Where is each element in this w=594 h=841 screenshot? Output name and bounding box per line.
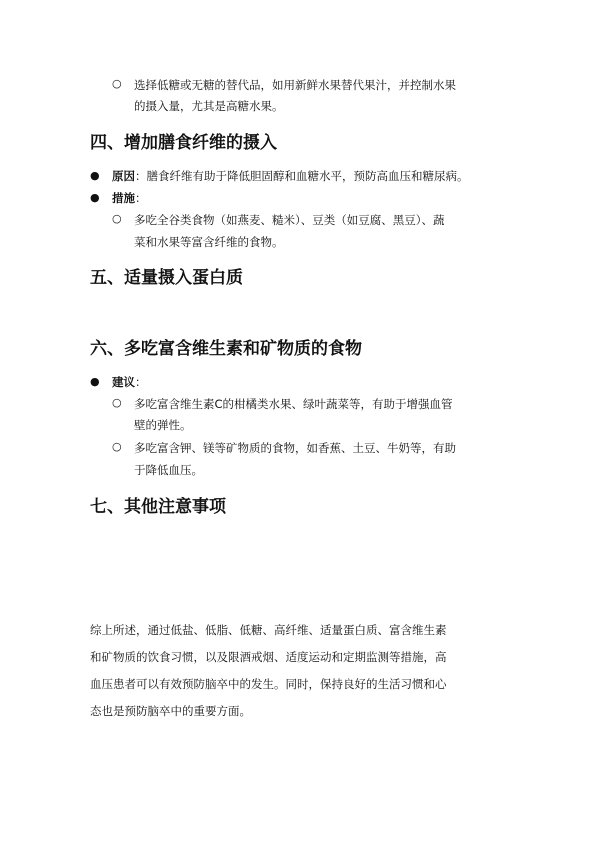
list-item-continuation: 的摄入量，尤其是高糖水果。: [134, 99, 284, 113]
item-text: ：: [135, 375, 147, 389]
list-item-text: 多吃全谷类食物（如燕麦、糙米）、豆类（如豆腐、黑豆）、蔬: [134, 213, 445, 227]
disc-bullet-icon: ●: [90, 191, 100, 204]
circle-bullet-icon: ○: [112, 440, 122, 453]
circle-bullet-icon: ○: [112, 212, 122, 225]
section-heading: 七、其他注意事项: [90, 497, 226, 517]
list-item-continuation: 于降低血压。: [134, 463, 203, 477]
section-heading: 五、适量摄入蛋白质: [90, 268, 243, 288]
item-text: ：膳食纤维有助于降低胆固醇和血糖水平，预防高血压和糖尿病。: [135, 169, 469, 183]
summary-line: 态也是预防脑卒中的重要方面。: [90, 704, 251, 718]
list-item-text: 选择低糖或无糖的替代品，如用新鲜水果替代果汁，并控制水果: [134, 78, 456, 92]
list-item-continuation: 壁的弹性。: [134, 418, 192, 432]
disc-bullet-icon: ●: [90, 375, 100, 388]
disc-bullet-icon: ●: [90, 169, 100, 182]
section-heading: 六、多吃富含维生素和矿物质的食物: [90, 339, 362, 359]
summary-line: 血压患者可以有效预防脑卒中的发生。同时，保持良好的生活习惯和心: [90, 677, 447, 691]
list-item-text: 多吃富含维生素C的柑橘类水果、绿叶蔬菜等，有助于增强血管: [134, 397, 453, 411]
list-item-continuation: 菜和水果等富含纤维的食物。: [134, 235, 284, 249]
item-text: ：: [135, 191, 147, 205]
summary-line: 综上所述，通过低盐、低脂、低糖、高纤维、适量蛋白质、富含维生素: [90, 623, 447, 637]
item-label: 原因: [112, 169, 135, 183]
list-item-text: 多吃富含钾、镁等矿物质的食物，如香蕉、土豆、牛奶等，有助: [134, 441, 456, 455]
item-label: 措施: [112, 191, 135, 205]
item-label: 建议: [112, 375, 135, 389]
summary-line: 和矿物质的饮食习惯，以及限酒戒烟、适度运动和定期监测等措施，高: [90, 650, 447, 664]
circle-bullet-icon: ○: [112, 396, 122, 409]
section-heading: 四、增加膳食纤维的摄入: [90, 133, 277, 153]
circle-bullet-icon: ○: [112, 77, 122, 90]
